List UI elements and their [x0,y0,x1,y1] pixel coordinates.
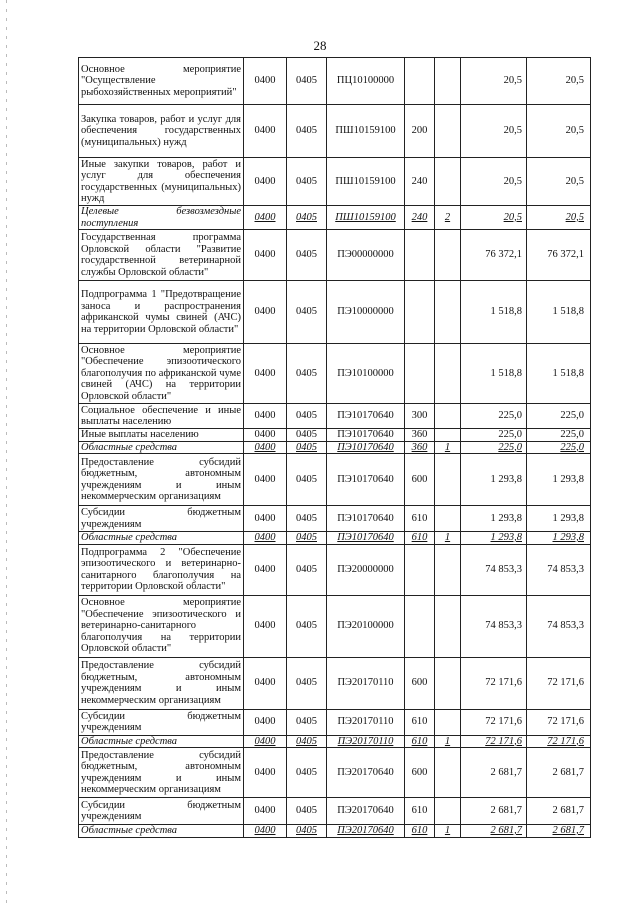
expense-type-code: 600 [405,454,435,506]
expense-type-code: 300 [405,404,435,429]
page-number: 28 [313,38,327,53]
funding-source-code [435,709,461,735]
section-code: 0400 [244,454,287,506]
amount-year-2: 1 293,8 [527,454,591,506]
section-code: 0400 [244,344,287,404]
section-code: 0400 [244,657,287,709]
table-row [79,206,591,230]
funding-source-code [435,429,461,442]
expense-type-code [405,595,435,657]
amount-year-1: 225,0 [461,441,527,454]
funding-source-code: 1 [435,532,461,545]
row-name: Областные средства [79,532,244,545]
target-article-code: ПЦ10100000 [327,58,405,105]
amount-year-1: 1 518,8 [461,281,527,344]
table-row [79,532,591,545]
row-name: Предоставление субсидий бюджетным, автономным учреждениям и иным некоммерческим организациям [79,657,244,709]
target-article-code: ПШ10159100 [327,206,405,230]
subsection-code: 0405 [287,657,327,709]
target-article-code: ПЭ10170640 [327,532,405,545]
table-row [79,281,591,344]
amount-year-1: 2 681,7 [461,798,527,825]
target-article-code: ПЭ20170640 [327,748,405,798]
expense-type-code: 600 [405,657,435,709]
expense-type-code: 610 [405,532,435,545]
amount-year-2: 2 681,7 [527,748,591,798]
funding-source-code [435,748,461,798]
amount-year-1: 72 171,6 [461,709,527,735]
expense-type-code [405,281,435,344]
section-code: 0400 [244,404,287,429]
section-code: 0400 [244,544,287,595]
expense-type-code [405,58,435,105]
amount-year-1: 225,0 [461,429,527,442]
amount-year-1: 74 853,3 [461,544,527,595]
amount-year-2: 20,5 [527,158,591,206]
table-row [79,404,591,429]
amount-year-1: 1 293,8 [461,454,527,506]
amount-year-2: 1 293,8 [527,506,591,532]
table-row [79,735,591,748]
row-name: Областные средства [79,735,244,748]
section-code: 0400 [244,206,287,230]
row-name: Субсидии бюджетным учреждениям [79,798,244,825]
amount-year-1: 72 171,6 [461,735,527,748]
table-row [79,429,591,442]
expense-type-code: 240 [405,206,435,230]
subsection-code: 0405 [287,429,327,442]
subsection-code: 0405 [287,404,327,429]
row-name: Целевые безвозмездные поступления [79,206,244,230]
expense-type-code: 360 [405,429,435,442]
amount-year-2: 225,0 [527,429,591,442]
expense-type-code: 610 [405,506,435,532]
section-code: 0400 [244,506,287,532]
row-name: Социальное обеспечение и иные выплаты населению [79,404,244,429]
expense-type-code [405,544,435,595]
funding-source-code [435,281,461,344]
expense-type-code: 610 [405,709,435,735]
target-article-code: ПЭ10000000 [327,281,405,344]
amount-year-1: 1 293,8 [461,506,527,532]
row-name: Основное мероприятие "Осуществление рыбохозяйственных мероприятий" [79,58,244,105]
row-name: Основное мероприятие "Обеспечение эпизоотического и ветеринарно-санитарного благополучия на территории Орловской области" [79,595,244,657]
amount-year-2: 20,5 [527,206,591,230]
row-name: Иные закупки товаров, работ и услуг для обеспечения государственных (муниципальных) нужд [79,158,244,206]
subsection-code: 0405 [287,748,327,798]
amount-year-2: 76 372,1 [527,230,591,281]
amount-year-1: 20,5 [461,105,527,158]
amount-year-2: 72 171,6 [527,657,591,709]
row-name: Иные выплаты населению [79,429,244,442]
target-article-code: ПЭ20100000 [327,595,405,657]
target-article-code: ПЭ20000000 [327,544,405,595]
expense-type-code: 360 [405,441,435,454]
funding-source-code [435,454,461,506]
row-name: Государственная программа Орловской области "Развитие государственной ветеринарной службы Орловской области" [79,230,244,281]
amount-year-1: 20,5 [461,158,527,206]
subsection-code: 0405 [287,230,327,281]
target-article-code: ПЭ10170640 [327,404,405,429]
amount-year-1: 1 518,8 [461,344,527,404]
table-row [79,441,591,454]
table-row [79,158,591,206]
section-code: 0400 [244,429,287,442]
target-article-code: ПЭ10170640 [327,454,405,506]
row-name: Подпрограмма 1 "Предотвращение заноса и распространения африканской чумы свиней (АЧС) на территории Орловской области" [79,281,244,344]
section-code: 0400 [244,158,287,206]
amount-year-1: 74 853,3 [461,595,527,657]
expense-type-code: 200 [405,105,435,158]
subsection-code: 0405 [287,544,327,595]
target-article-code: ПЭ20170640 [327,798,405,825]
section-code: 0400 [244,281,287,344]
funding-source-code [435,344,461,404]
funding-source-code: 1 [435,825,461,838]
scan-margin-line [6,0,7,905]
amount-year-2: 74 853,3 [527,595,591,657]
amount-year-2: 1 518,8 [527,344,591,404]
row-name: Предоставление субсидий бюджетным, автономным учреждениям и иным некоммерческим организациям [79,748,244,798]
subsection-code: 0405 [287,709,327,735]
amount-year-1: 225,0 [461,404,527,429]
subsection-code: 0405 [287,441,327,454]
amount-year-1: 2 681,7 [461,825,527,838]
target-article-code: ПЭ20170110 [327,657,405,709]
budget-table [78,57,591,838]
table-row [79,748,591,798]
funding-source-code: 2 [435,206,461,230]
section-code: 0400 [244,798,287,825]
amount-year-1: 2 681,7 [461,748,527,798]
amount-year-2: 225,0 [527,441,591,454]
row-name: Областные средства [79,825,244,838]
amount-year-2: 1 293,8 [527,532,591,545]
target-article-code: ПЭ10170640 [327,429,405,442]
amount-year-2: 20,5 [527,105,591,158]
subsection-code: 0405 [287,825,327,838]
table-row [79,595,591,657]
section-code: 0400 [244,735,287,748]
funding-source-code [435,657,461,709]
subsection-code: 0405 [287,595,327,657]
amount-year-2: 2 681,7 [527,825,591,838]
subsection-code: 0405 [287,344,327,404]
table-row [79,105,591,158]
row-name: Предоставление субсидий бюджетным, автономным учреждениям и иным некоммерческим организациям [79,454,244,506]
budget-table-body [79,58,591,838]
section-code: 0400 [244,58,287,105]
subsection-code: 0405 [287,532,327,545]
subsection-code: 0405 [287,206,327,230]
amount-year-2: 72 171,6 [527,735,591,748]
amount-year-2: 72 171,6 [527,709,591,735]
amount-year-1: 1 293,8 [461,532,527,545]
section-code: 0400 [244,709,287,735]
table-row [79,230,591,281]
target-article-code: ПЭ20170640 [327,825,405,838]
table-row [79,544,591,595]
table-row [79,825,591,838]
table-row [79,657,591,709]
target-article-code: ПЭ10170640 [327,506,405,532]
expense-type-code [405,344,435,404]
table-row [79,454,591,506]
target-article-code: ПЭ20170110 [327,735,405,748]
amount-year-2: 20,5 [527,58,591,105]
funding-source-code [435,506,461,532]
amount-year-2: 2 681,7 [527,798,591,825]
target-article-code: ПШ10159100 [327,105,405,158]
amount-year-1: 20,5 [461,206,527,230]
target-article-code: ПЭ10170640 [327,441,405,454]
subsection-code: 0405 [287,281,327,344]
section-code: 0400 [244,748,287,798]
row-name: Основное мероприятие "Обеспечение эпизоотического благополучия по африканской чуме свиней (АЧС) на территории Орловской области" [79,344,244,404]
subsection-code: 0405 [287,105,327,158]
subsection-code: 0405 [287,58,327,105]
section-code: 0400 [244,441,287,454]
expense-type-code: 610 [405,735,435,748]
section-code: 0400 [244,230,287,281]
table-row [79,58,591,105]
amount-year-2: 1 518,8 [527,281,591,344]
expense-type-code: 240 [405,158,435,206]
subsection-code: 0405 [287,798,327,825]
funding-source-code: 1 [435,735,461,748]
subsection-code: 0405 [287,454,327,506]
target-article-code: ПЭ10100000 [327,344,405,404]
expense-type-code [405,230,435,281]
section-code: 0400 [244,825,287,838]
section-code: 0400 [244,532,287,545]
subsection-code: 0405 [287,506,327,532]
funding-source-code [435,544,461,595]
funding-source-code [435,798,461,825]
funding-source-code [435,158,461,206]
row-name: Субсидии бюджетным учреждениям [79,506,244,532]
target-article-code: ПЭ20170110 [327,709,405,735]
amount-year-1: 20,5 [461,58,527,105]
funding-source-code [435,58,461,105]
amount-year-1: 72 171,6 [461,657,527,709]
expense-type-code: 600 [405,748,435,798]
table-row [79,709,591,735]
subsection-code: 0405 [287,158,327,206]
amount-year-1: 76 372,1 [461,230,527,281]
table-row [79,506,591,532]
section-code: 0400 [244,105,287,158]
funding-source-code [435,404,461,429]
target-article-code: ПЭ00000000 [327,230,405,281]
row-name: Закупка товаров, работ и услуг для обеспечения государственных (муниципальных) нужд [79,105,244,158]
target-article-code: ПШ10159100 [327,158,405,206]
expense-type-code: 610 [405,825,435,838]
row-name: Подпрограмма 2 "Обеспечение эпизоотического и ветеринарно-санитарного благополучия на территории Орловской области" [79,544,244,595]
amount-year-2: 225,0 [527,404,591,429]
table-row [79,344,591,404]
row-name: Субсидии бюджетным учреждениям [79,709,244,735]
table-row [79,798,591,825]
funding-source-code: 1 [435,441,461,454]
row-name: Областные средства [79,441,244,454]
subsection-code: 0405 [287,735,327,748]
funding-source-code [435,595,461,657]
funding-source-code [435,230,461,281]
expense-type-code: 610 [405,798,435,825]
amount-year-2: 74 853,3 [527,544,591,595]
funding-source-code [435,105,461,158]
section-code: 0400 [244,595,287,657]
